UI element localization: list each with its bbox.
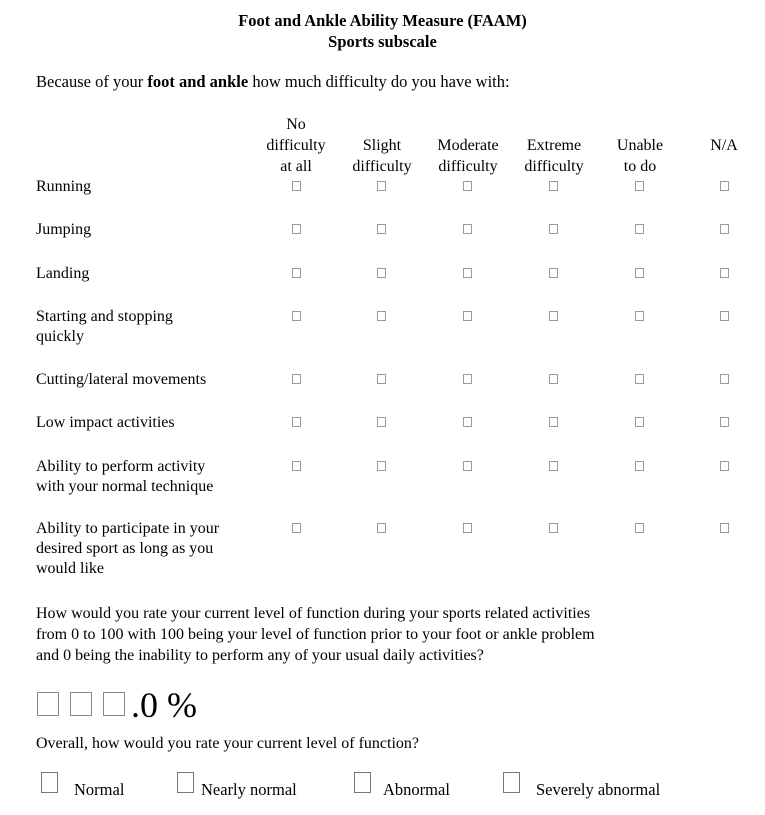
checkbox-item7-unable[interactable] bbox=[635, 461, 644, 471]
checkbox-item4-no-difficulty[interactable] bbox=[292, 311, 301, 321]
checkbox-item7-moderate[interactable] bbox=[463, 461, 472, 471]
checkbox-item2-unable[interactable] bbox=[635, 224, 644, 234]
checkbox-item1-extreme[interactable] bbox=[549, 181, 558, 191]
checkbox-item2-extreme[interactable] bbox=[549, 224, 558, 234]
checkbox-item8-na[interactable] bbox=[720, 523, 729, 533]
rating-digit-box-2[interactable] bbox=[70, 692, 92, 716]
form-subtitle: Sports subscale bbox=[328, 32, 437, 51]
instructions-text-after: how much difficulty do you have with: bbox=[248, 72, 510, 91]
checkbox-item2-na[interactable] bbox=[720, 224, 729, 234]
option-severely-abnormal-label: Severely abnormal bbox=[536, 780, 661, 799]
checkbox-item5-moderate[interactable] bbox=[463, 374, 472, 384]
checkbox-item3-no-difficulty[interactable] bbox=[292, 268, 301, 278]
checkbox-item1-moderate[interactable] bbox=[463, 181, 472, 191]
checkbox-item8-extreme[interactable] bbox=[549, 523, 558, 533]
checkbox-item4-moderate[interactable] bbox=[463, 311, 472, 321]
option-abnormal-checkbox[interactable] bbox=[354, 772, 371, 793]
checkbox-item4-slight[interactable] bbox=[377, 311, 386, 321]
checkbox-item2-no-difficulty[interactable] bbox=[292, 224, 301, 234]
checkbox-item7-extreme[interactable] bbox=[549, 461, 558, 471]
option-nearly-normal-label: Nearly normal bbox=[201, 780, 297, 799]
checkbox-item6-extreme[interactable] bbox=[549, 417, 558, 427]
checkbox-item6-no-difficulty[interactable] bbox=[292, 417, 301, 427]
checkbox-item7-na[interactable] bbox=[720, 461, 729, 471]
checkbox-item5-na[interactable] bbox=[720, 374, 729, 384]
item-low-impact: Low impact activities bbox=[36, 414, 175, 431]
checkbox-item4-na[interactable] bbox=[720, 311, 729, 321]
column-header-no-difficulty: No difficulty at all bbox=[266, 116, 326, 175]
checkbox-item3-extreme[interactable] bbox=[549, 268, 558, 278]
item-landing: Landing bbox=[36, 265, 90, 282]
rating-suffix: .0 % bbox=[131, 685, 197, 725]
column-header-extreme-difficulty: Extreme difficulty bbox=[524, 137, 584, 175]
checkbox-item8-unable[interactable] bbox=[635, 523, 644, 533]
rating-question: How would you rate your current level of function during your sports related activities from 0 to 100 with 100 being your level of function prior to your foot or ankle problem and 0 being the inability to perform any of your usual daily activities? bbox=[36, 605, 595, 664]
column-header-moderate-difficulty: Moderate difficulty bbox=[437, 137, 499, 175]
overall-question: Overall, how would you rate your current level of function? bbox=[36, 735, 419, 752]
item-normal-technique: Ability to perform activity with your normal technique bbox=[36, 458, 214, 495]
option-nearly-normal-checkbox[interactable] bbox=[177, 772, 194, 793]
checkbox-item5-unable[interactable] bbox=[635, 374, 644, 384]
option-severely-abnormal-checkbox[interactable] bbox=[503, 772, 520, 793]
checkbox-item1-na[interactable] bbox=[720, 181, 729, 191]
checkbox-item1-no-difficulty[interactable] bbox=[292, 181, 301, 191]
checkbox-item2-moderate[interactable] bbox=[463, 224, 472, 234]
checkbox-item7-no-difficulty[interactable] bbox=[292, 461, 301, 471]
checkbox-item3-moderate[interactable] bbox=[463, 268, 472, 278]
item-cutting: Cutting/lateral movements bbox=[36, 371, 207, 388]
checkbox-item8-slight[interactable] bbox=[377, 523, 386, 533]
instructions bbox=[36, 72, 510, 92]
checkbox-item6-moderate[interactable] bbox=[463, 417, 472, 427]
checkbox-item1-unable[interactable] bbox=[635, 181, 644, 191]
checkbox-item1-slight[interactable] bbox=[377, 181, 386, 191]
checkbox-item8-no-difficulty[interactable] bbox=[292, 523, 301, 533]
item-running: Running bbox=[36, 178, 92, 195]
rating-digit-box-3[interactable] bbox=[103, 692, 125, 716]
item-participate-sport: Ability to participate in your desired sport as long as you would like bbox=[36, 520, 220, 577]
checkbox-item4-extreme[interactable] bbox=[549, 311, 558, 321]
column-header-unable: Unable to do bbox=[616, 137, 664, 175]
form-title: Foot and Ankle Ability Measure (FAAM) bbox=[238, 11, 527, 30]
item-jumping: Jumping bbox=[36, 221, 92, 238]
instructions-text-before: Because of your bbox=[36, 72, 148, 91]
checkbox-item5-extreme[interactable] bbox=[549, 374, 558, 384]
instructions-bold: foot and ankle bbox=[147, 72, 249, 91]
checkbox-item3-na[interactable] bbox=[720, 268, 729, 278]
column-header-na: N/A bbox=[710, 137, 738, 154]
checkbox-item3-slight[interactable] bbox=[377, 268, 386, 278]
checkbox-item5-slight[interactable] bbox=[377, 374, 386, 384]
checkbox-item7-slight[interactable] bbox=[377, 461, 386, 471]
checkbox-item6-unable[interactable] bbox=[635, 417, 644, 427]
option-normal-label: Normal bbox=[74, 780, 125, 799]
checkbox-item3-unable[interactable] bbox=[635, 268, 644, 278]
checkbox-item6-na[interactable] bbox=[720, 417, 729, 427]
checkbox-item6-slight[interactable] bbox=[377, 417, 386, 427]
checkbox-item2-slight[interactable] bbox=[377, 224, 386, 234]
item-starting-stopping: Starting and stopping quickly bbox=[36, 308, 173, 345]
rating-digit-box-1[interactable] bbox=[37, 692, 59, 716]
column-header-slight-difficulty: Slight difficulty bbox=[352, 137, 412, 175]
checkbox-item5-no-difficulty[interactable] bbox=[292, 374, 301, 384]
checkbox-item4-unable[interactable] bbox=[635, 311, 644, 321]
option-abnormal-label: Abnormal bbox=[383, 780, 450, 799]
checkbox-item8-moderate[interactable] bbox=[463, 523, 472, 533]
option-normal-checkbox[interactable] bbox=[41, 772, 58, 793]
